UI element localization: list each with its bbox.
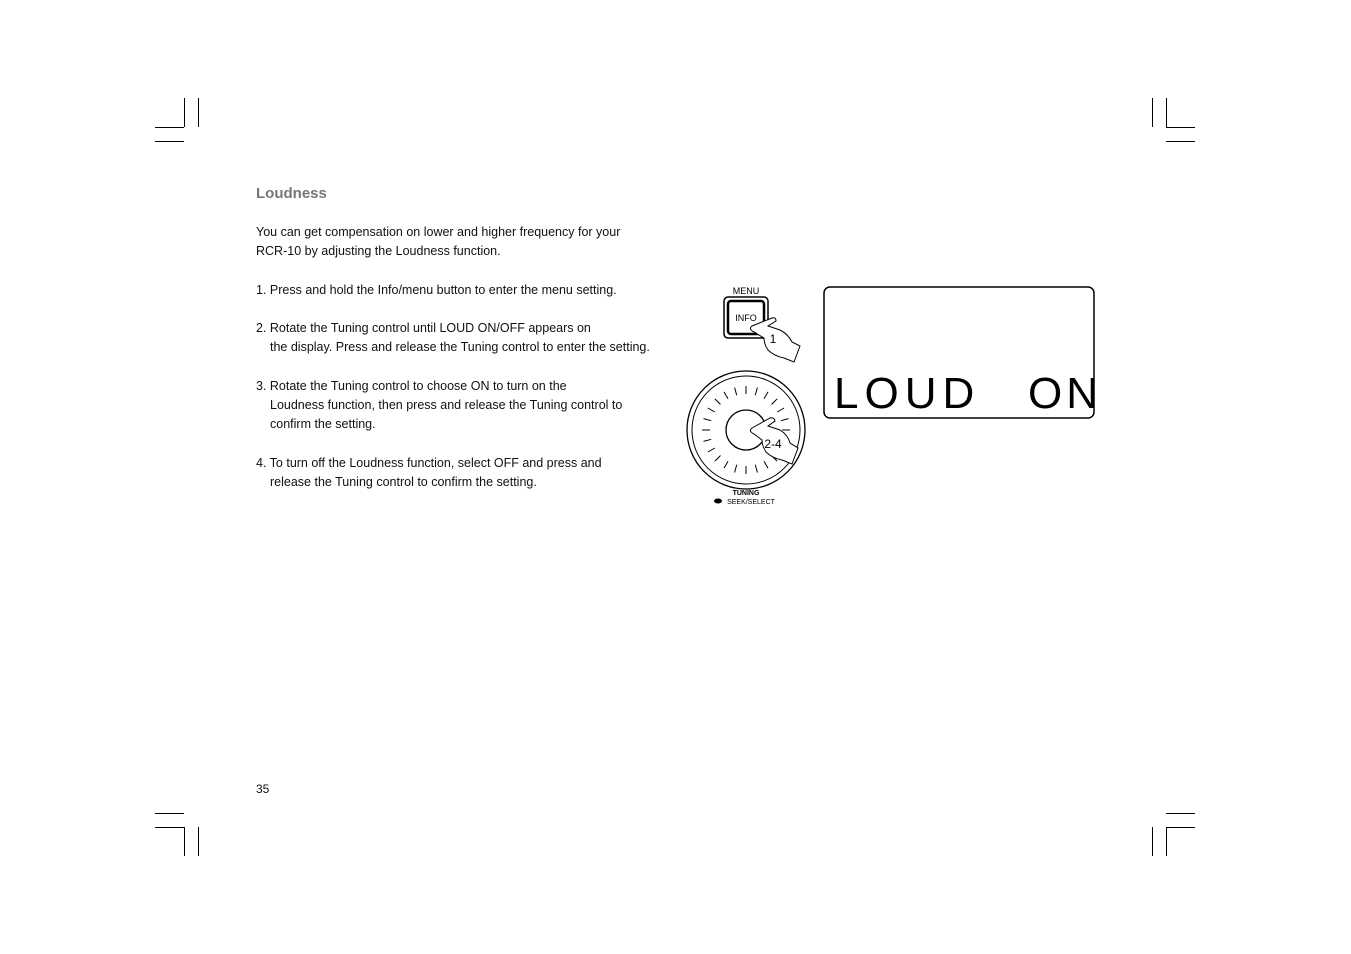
crop-mark	[1166, 98, 1167, 127]
step-2	[256, 319, 650, 357]
crop-mark	[155, 813, 184, 814]
crop-mark	[155, 141, 184, 142]
tuning-knob-icon	[687, 371, 805, 489]
seek-select-label: SEEK/SELECT	[727, 499, 775, 506]
step-line: release the Tuning control to confirm the setting.	[270, 475, 537, 489]
section-heading: Loudness	[256, 185, 327, 202]
step-line: 1. Press and hold the Info/menu button to enter the menu setting.	[256, 283, 617, 297]
step-line: Loudness function, then press and release the Tuning control to	[270, 398, 623, 412]
step-1	[256, 281, 617, 300]
intro-line: RCR-10 by adjusting the Loudness function.	[256, 244, 501, 258]
step-line: confirm the setting.	[270, 417, 376, 431]
lcd-text-on: ON	[1028, 369, 1102, 418]
crop-mark	[184, 827, 185, 856]
step-line: the display. Press and release the Tuning control to enter the setting.	[270, 340, 650, 354]
menu-label: MENU	[732, 286, 760, 296]
step-marker-1: 1	[769, 332, 777, 346]
lcd-text-loud: LOUD	[834, 369, 981, 418]
crop-mark	[1166, 827, 1195, 828]
crop-mark	[184, 98, 185, 127]
tuning-label: TUNING	[732, 490, 760, 497]
info-label: INFO	[735, 313, 757, 323]
intro-paragraph	[256, 223, 620, 261]
crop-mark	[198, 98, 199, 127]
instruction-figure	[680, 280, 1110, 512]
crop-mark	[1166, 827, 1167, 856]
step-3	[256, 377, 622, 434]
crop-mark	[1152, 827, 1153, 856]
crop-mark	[1166, 813, 1195, 814]
crop-mark	[155, 127, 184, 128]
crop-mark	[1166, 127, 1195, 128]
seek-icon	[714, 499, 722, 504]
crop-mark	[1166, 141, 1195, 142]
step-line: 3. Rotate the Tuning control to choose ON to turn on the	[256, 379, 567, 393]
crop-mark	[198, 827, 199, 856]
step-line: 2. Rotate the Tuning control until LOUD ON/OFF appears on	[256, 321, 591, 335]
step-line: 4. To turn off the Loudness function, select OFF and press and	[256, 456, 602, 470]
step-marker-2: 2-4	[764, 437, 782, 451]
crop-mark	[155, 827, 184, 828]
step-4	[256, 454, 602, 492]
intro-line: You can get compensation on lower and higher frequency for your	[256, 225, 621, 239]
crop-mark	[1152, 98, 1153, 127]
page-number: 35	[256, 782, 270, 796]
